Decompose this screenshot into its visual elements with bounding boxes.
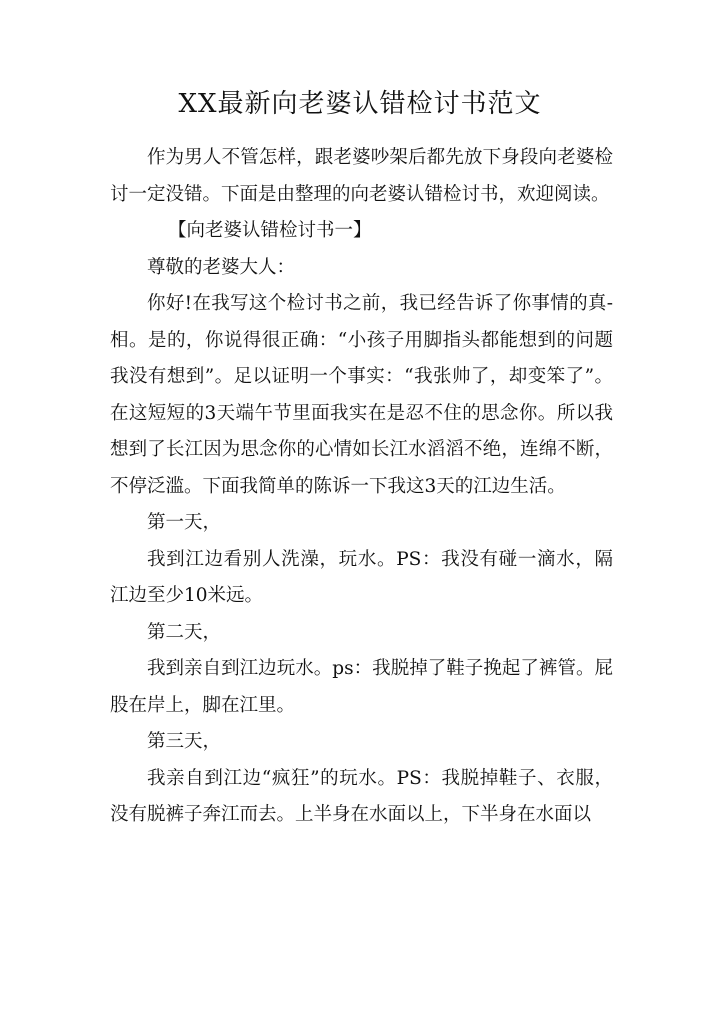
section-heading: 【向老婆认错检讨书一】 <box>168 220 372 241</box>
day-heading: 第三天， <box>147 731 222 752</box>
body-paragraph: 我到亲自到江边玩水。ps：我脱掉了鞋子挽起了裤管。屁股在岸上，脚在江里。 <box>110 658 613 716</box>
intro-paragraph: 作为男人不管怎样，跟老婆吵架后都先放下身段向老婆检讨一定没错。下面是由整理的向老婆认错检讨书，欢迎阅读。 <box>110 147 613 205</box>
document-title: XX最新向老婆认错检讨书范文 <box>178 89 542 119</box>
body-paragraph: 我亲自到江边“疯狂”的玩水。PS：我脱掉鞋子、衣服，没有脱裤子奔江而去。上半身在水面以上，下半身在水面以 <box>110 767 613 825</box>
salutation: 尊敬的老婆大人： <box>147 256 296 278</box>
body-paragraph: 你好!在我写这个检讨书之前，我已经告诉了你事情的真-相。是的，你说得很正确：“小孩子用脚指头都能想到的问题我没有想到”。足以证明一个事实：“我张帅了，却变笨了”。在这短短的3天端午节里面我实在是忍不住的思念你。所以我想到了长江因为思念你的心情如长江水滔滔不绝，连绵不断，不停泛滥。下面我简单的陈诉一下我这3天的江边生活。 <box>110 293 613 497</box>
day-heading: 第一天， <box>147 512 222 533</box>
body-paragraph: 我到江边看别人洗澡，玩水。PS：我没有碰一滴水，隔江边至少10米远。 <box>110 548 613 606</box>
document-body <box>110 140 613 834</box>
day-heading: 第二天， <box>147 621 222 643</box>
